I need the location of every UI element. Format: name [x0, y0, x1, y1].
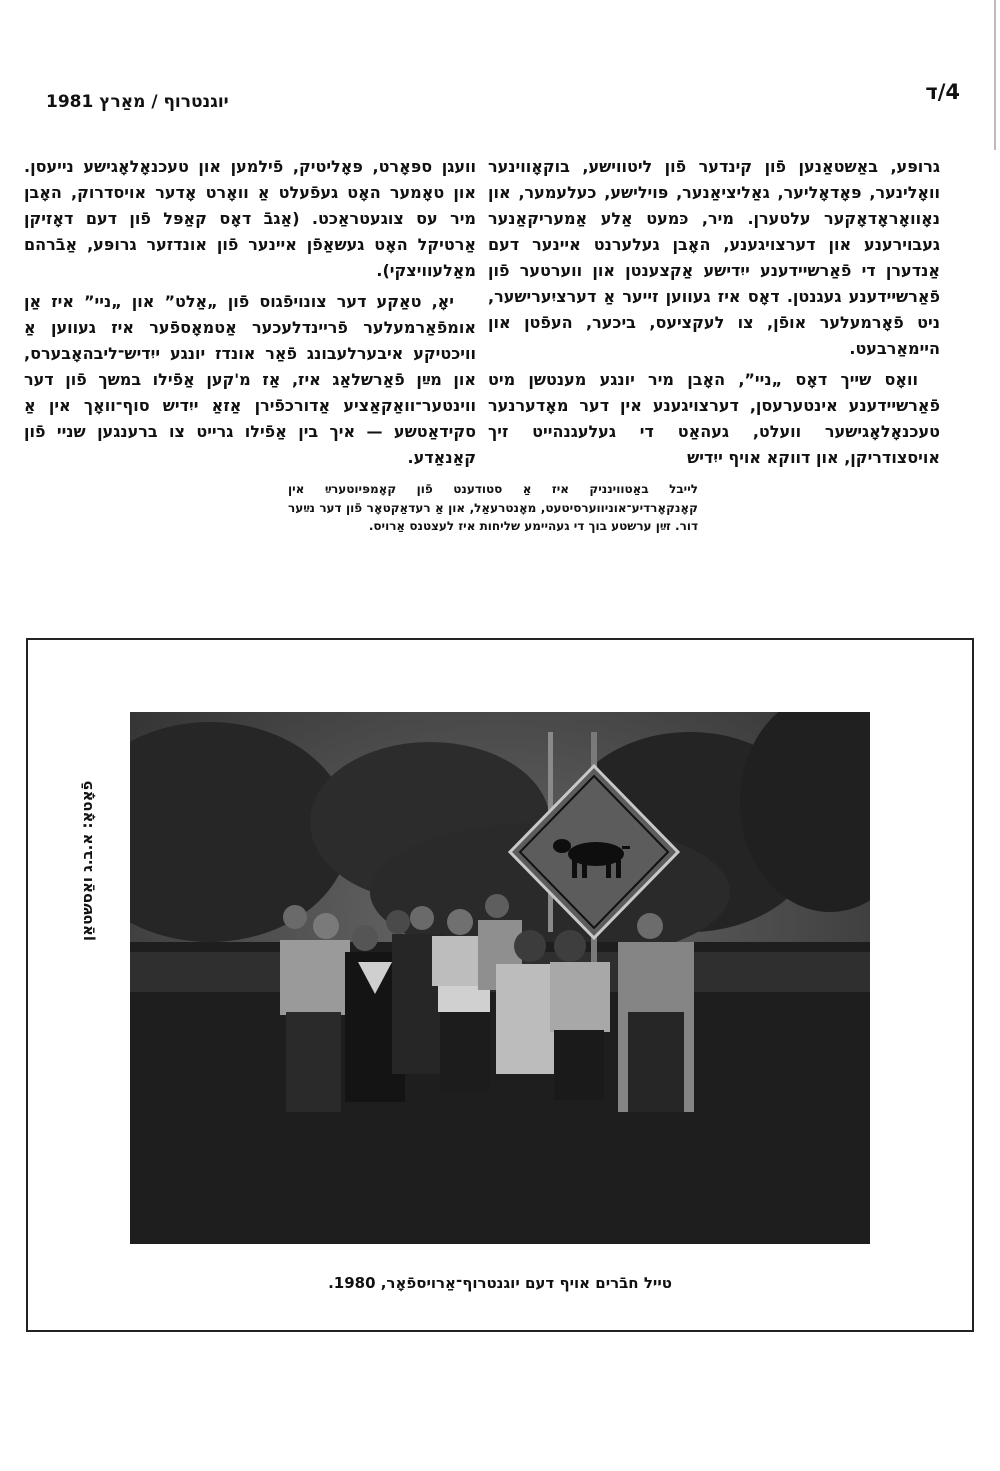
running-header	[40, 78, 960, 118]
photo-credit: פֿאָטאָ: א.ב.ג ואַסשטאַן	[78, 780, 96, 942]
page-edge-mark	[994, 0, 996, 150]
article-paragraph: יאָ, טאַקע דער צונויפֿגוס פֿון „אַלט” און „ניי” איז אַן אומפֿאַרמעלער פֿריינדלעכער אַטמאָספֿער איז געווען אַ וויכטיקע איבערלעבונג פֿאַר אונדז יונגע ייִדיש־ליבהאָבערס, און מײַן פֿאַרשלאַג איז, אַז מ'קען אַפֿילו במשך פֿון דער ווינטער־וואַקאַציע אַדורכפֿירן אַזאַ ייִדיש סוף־וואָך אין אַ סקידאַטשע — איך בין אַפֿילו גרייט צו ברענגען שניי פֿון קאַנאַדע.	[24, 292, 476, 467]
article-column-right	[488, 154, 940, 476]
page-number: 4/ד	[925, 80, 960, 104]
article-column-left	[24, 154, 476, 476]
photo-caption: טייל חבֿרים אויף דעם יוגנטרוף־אַרויספֿאָר, 1980.	[328, 1274, 672, 1292]
group-photo	[130, 712, 870, 1244]
article-paragraph: וועגן ספּאָרט, פּאָליטיק, פֿילמען און טעכנאָלאָגישע נייעסן. און טאָמער האָט געפֿעלט אַ וואָרט אָדער אויסדרוק, האָבן מיר עס צוגעטראַכט. (אַגבֿ דאָס קאַפּל פֿון דעם דאָזיקן אַרטיקל האָט געשאַפֿן איינער פֿון אונדזער גרופּע, אַבֿרהם מאַלעוויצקי).	[24, 157, 476, 280]
article-paragraph: וואָס שייך דאָס „ניי”, האָבן מיר יונגע מענטשן מיט פֿאַרשיידענע אינטערעסן, דערצויגענע אין דער מאָדערנער טעכנאָלאָגישער וועלט, געהאַט די געלעגנהייט זיך אויסצודריקן, און דווקא אויף ייִדיש	[488, 370, 940, 467]
article-paragraph: גרופּע, באַשטאַנען פֿון קינדער פֿון ליטווישע, בוקאָווינער וואָלינער, פּאָדאָליער, גאַליציאַנער, פּוילישע, כעלעמער, און נאָוואָראָדאָקער עלטערן. מיר, כּמעט אַלע אַמעריקאַנער געבוירענע און דערצויגענע, האָבן געלערנט איינער דעם אַנדערן די פֿאַרשיידענע ייִדישע אַקצענטן און ווערטער פֿון פֿאַרשיידענע געגנטן. דאָס איז געווען זייער אַ דערציִערישער, ניט פֿאָרמעלער אופֿן, צו לעקציעס, ביכער, העפֿטן און היימאַרבעט.	[488, 157, 940, 358]
group-photo-image	[130, 712, 870, 1244]
author-note: לייבל באַטווינניק איז אַ סטודענט פֿון קאָמפּיוטערײַ אין קאָנקאָרדיע־אוניווערסיטעט, מאָנטרעאַל, און אַ רעדאַקטאָר פֿון דער נײַער דור. זײַן ערשטע בוך די געהיימע שליחות איז לעצטנס אַרויס.	[288, 482, 698, 533]
publication-title: יוגנטרוף / מאַרץ 1981	[46, 92, 229, 112]
